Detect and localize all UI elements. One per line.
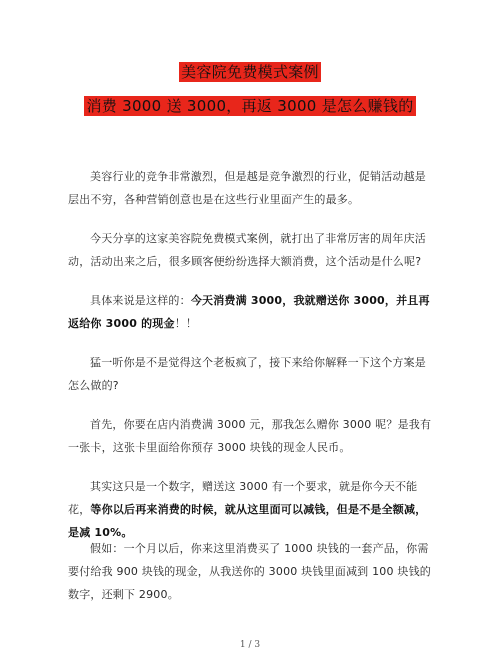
paragraph-text: 美容行业的竞争非常激烈，但是越是竞争激烈的行业，促销活动越是层出不穷，各种营销创意也是在这些行业里面产生的最多。 <box>68 170 426 206</box>
paragraph-1 <box>68 165 434 211</box>
page-number: 1 / 3 <box>239 640 261 650</box>
title-line-2: 消费 3000 送 3000，再返 3000 是怎么赚钱的 <box>86 97 414 115</box>
paragraph-3 <box>68 289 434 335</box>
paragraph-text: 假如：一个月以后，你来这里消费买了 1000 块钱的一套产品，你需要付给我 900 块钱的现金，从我送你的 3000 块钱里面减到 100 块钱的数字，还剩下 2900。 <box>68 542 431 601</box>
paragraph-tail: ！！ <box>174 317 198 330</box>
paragraph-4 <box>68 351 434 397</box>
paragraph-lead: 具体来说是这样的： <box>90 294 191 307</box>
document-title <box>0 62 500 82</box>
paragraph-lead: 其实这只是一个数字，赠送这 3000 有一个要求，就是你今天不能花， <box>68 480 418 516</box>
paragraph-text: 今天分享的这家美容院免费模式案例，就打出了非常厉害的周年庆活动，活动出来之后，很多顾客便纷纷选择大额消费，这个活动是什么呢? <box>68 232 426 268</box>
paragraph-7 <box>68 537 434 606</box>
paragraph-2 <box>68 227 434 273</box>
paragraph-6 <box>68 475 434 544</box>
paragraph-5 <box>68 413 434 459</box>
paragraph-bold: 等你以后再来消费的时候，就从这里面可以减钱，但是不是全额减，是减 10%。 <box>68 503 427 539</box>
document-subtitle <box>0 96 500 116</box>
paragraph-text: 首先，你要在店内消费满 3000 元，那我怎么赠你 3000 呢？是我有一张卡，这张卡里面给你预存 3000 块钱的现金人民币。 <box>68 418 432 454</box>
paragraph-text: 猛一听你是不是觉得这个老板疯了，接下来给你解释一下这个方案是怎么做的? <box>68 356 426 392</box>
title-line-1: 美容院免费模式案例 <box>181 63 319 81</box>
paragraph-bold: 今天消费满 3000，我就赠送你 3000，并且再返给你 3000 的现金 <box>68 294 430 330</box>
